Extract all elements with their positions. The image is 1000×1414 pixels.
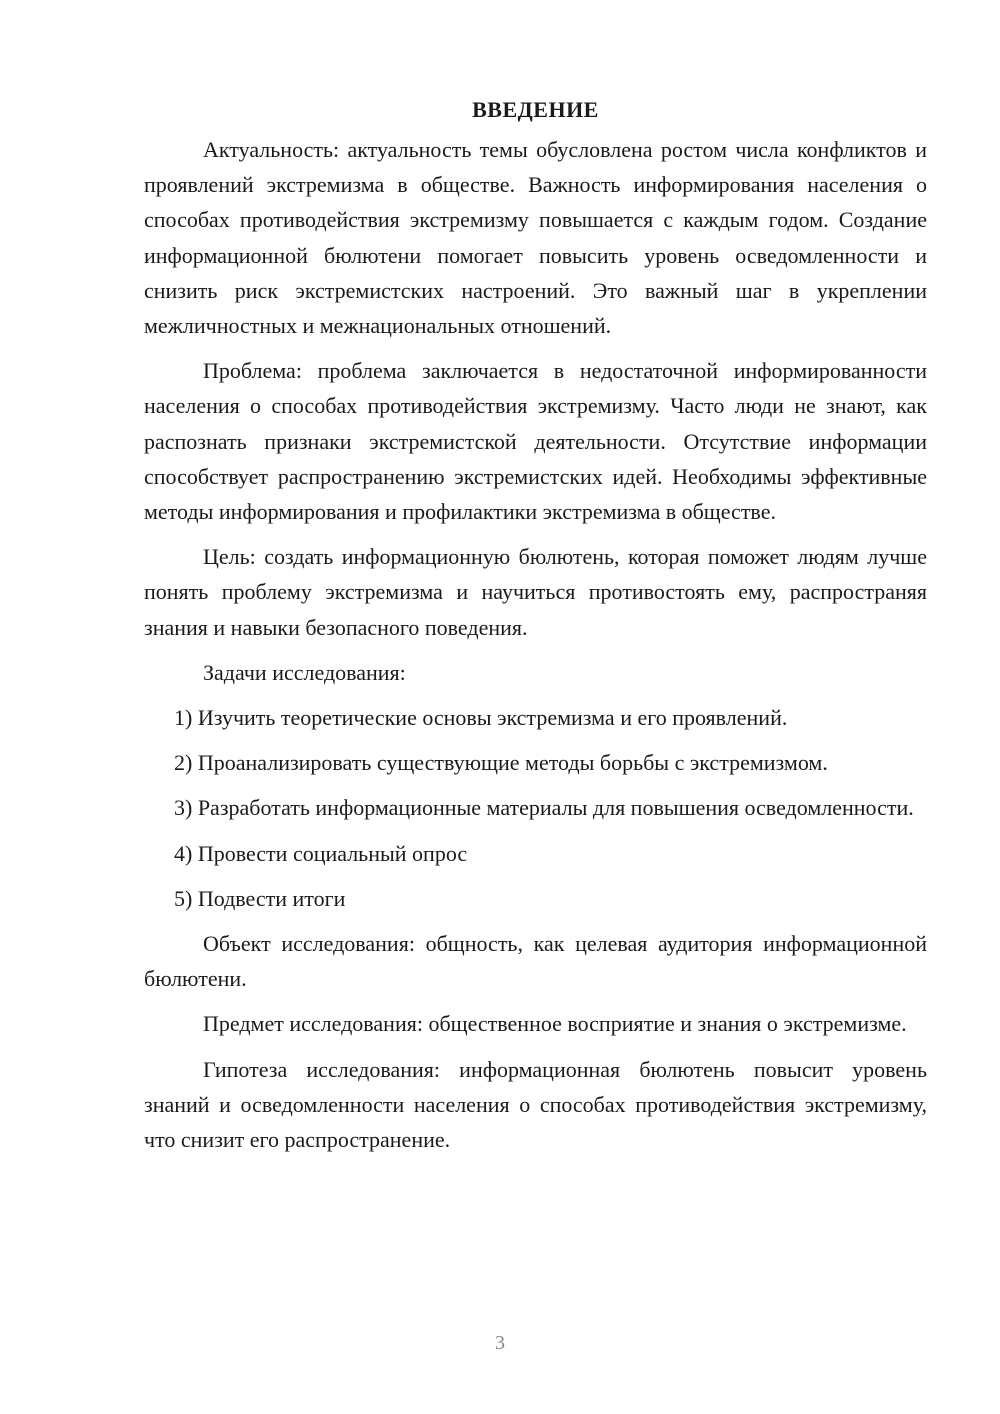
task-item-4: 4) Провести социальный опрос [174,840,468,866]
task-item-1: 1) Изучить теоретические основы экстремизма и его проявлений. [174,705,788,731]
task-item-3: 3) Разработать информационные материалы для повышения осведомленности. [174,795,914,821]
paragraph-hypothesis: Гипотеза исследования: информационная бюлютень повысит уровень знаний и осведомленности населения о способах противодействия экстремизму, что снизит его распространение. [144,1056,927,1153]
paragraph-object: Объект исследования: общность, как целевая аудитория информационной бюлютени. [144,931,927,992]
paragraph-relevance: Актуальность: актуальность темы обусловлена ростом числа конфликтов и проявлений экстремизма в обществе. Важность информирования населения о способах противодействия экстремизму повышается с каждым годом. Создание информационной бюлютени помогает повысить уровень осведомленности и снизить риск экстремистских настроений. Это важный шаг в укреплении межличностных и межнациональных отношений. [144,137,927,339]
task-item-5: 5) Подвести итоги [174,885,346,911]
paragraph-problem: Проблема: проблема заключается в недостаточной информированности населения о способах противодействия экстремизму. Часто люди не знают, как распознать признаки экстремистской деятельности. Отсутствие информации способствует распространению экстремистских идей. Необходимы эффективные методы информирования и профилактики экстремизма в обществе. [144,358,927,525]
paragraph-subject: Предмет исследования: общественное восприятие и знания о экстремизме. [203,1011,907,1037]
paragraph-goal: Цель: создать информационную бюлютень, которая поможет людям лучше понять проблему экстремизма и научиться противостоять ему, распространяя знания и навыки безопасного поведения. [144,544,927,640]
page-number: 3 [495,1332,505,1354]
section-title: ВВЕДЕНИЕ [472,97,599,122]
document-page [144,92,927,1167]
paragraph-tasks-heading: Задачи исследования: [203,659,406,685]
task-item-2: 2) Проанализировать существующие методы борьбы с экстремизмом. [174,750,828,776]
